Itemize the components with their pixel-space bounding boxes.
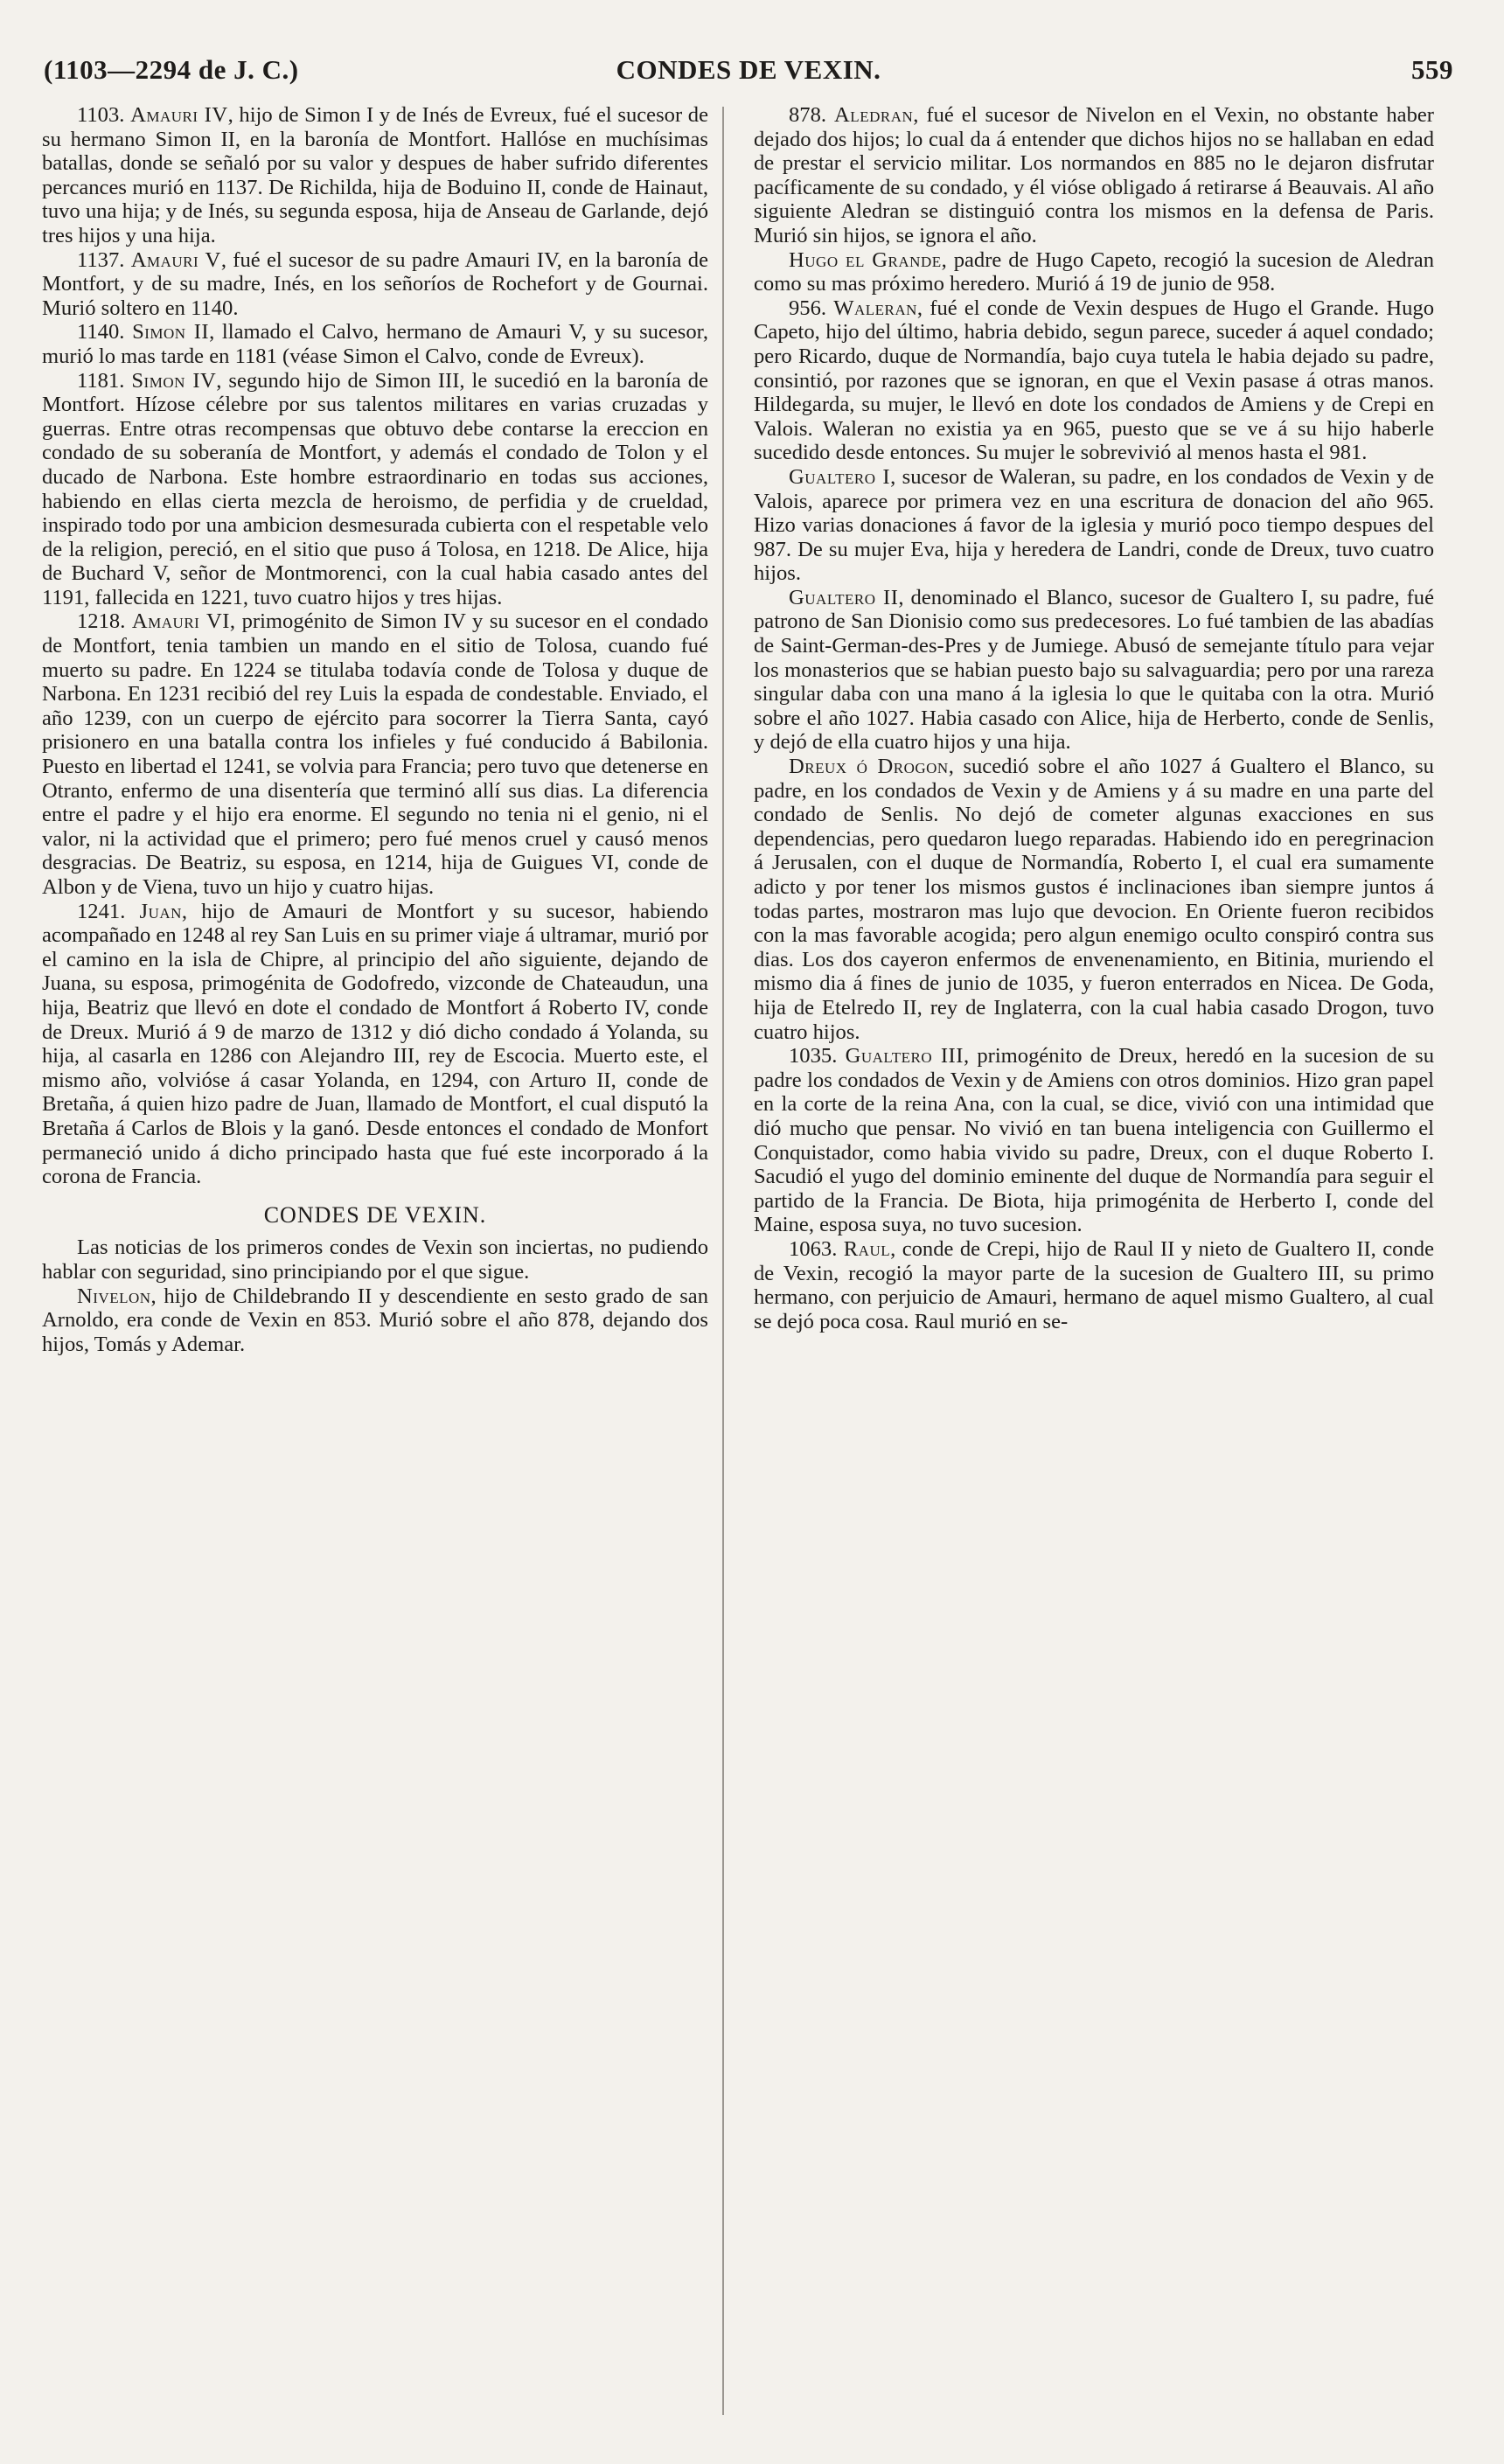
entry-simon-ii (42, 320, 708, 368)
entry-lead: 1241. (77, 899, 140, 923)
entry-gualtero-i (754, 465, 1434, 586)
section-intro: Las noticias de los primeros condes de Vexin son inciertas, no pudiendo hablar con seguridad, sino principiando por el que sigue. (42, 1235, 708, 1284)
entry-juan (42, 900, 708, 1189)
column-divider (722, 107, 724, 2415)
entry-simon-iv (42, 369, 708, 610)
header-date-range: (1103—2294 de J. C.) (44, 54, 299, 85)
entry-lead: 1140. (77, 320, 133, 345)
entry-name: Dreux ó Drogon (789, 755, 949, 779)
entry-text: , llamado el Calvo, hermano de Amauri V, y su sucesor, murió lo mas tarde en 1181 (véase Simon el Calvo, conde de Evreux). (42, 320, 708, 368)
entry-text: , conde de Crepi, hijo de Raul II y nieto de Gualtero II, conde de Vexin, recogió la mayor parte de la sucesion de Gualtero III, su primo hermano, con perjuicio de Amauri, hermano de aquel mismo Gualtero, al cual se dejó poca cosa. Raul murió en se- (754, 1236, 1434, 1333)
entry-lead: 956. (789, 296, 834, 320)
entry-aledran (754, 103, 1434, 248)
entry-text: , fué el sucesor de Nivelon en el Vexin, no obstante haber dejado dos hijos; lo cual da á entender que dichos hijos no se hallaban en edad de prestar el servicio militar. Los normandos en 885 no le dejaron disfrutar pacíficamente de su condado, y él vióse obligado á retirarse á Beauvais. Al año siguiente Aledran se distinguió contra los mismos en la defensa de Paris. Murió sin hijos, se ignora el año. (754, 103, 1434, 247)
entry-amauri-iv (42, 103, 708, 248)
entry-text: , hijo de Childebrando II y descendiente en sesto grado de san Arnoldo, era conde de Vexin en 853. Murió sobre el año 878, dejando dos hijos, Tomás y Ademar. (42, 1284, 708, 1356)
entry-lead: 1103. (77, 103, 131, 127)
entry-text: , hijo de Simon I y de Inés de Evreux, fué el sucesor de su hermano Simon II, en la baronía de Montfort. Hallóse en muchísimas batallas, donde se señaló por su valor y despues de haber sufrido diferentes percances murió en 1137. De Richilda, hija de Boduino II, conde de Hainaut, tuvo una hija; y de Inés, su segunda esposa, hija de Anseau de Garlande, dejó tres hijos y una hija. (42, 103, 709, 247)
entry-text: , primogénito de Simon IV y su sucesor en el condado de Montfort, tenia tambien un mando en el sitio de Tolosa, cuando fué muerto su padre. En 1224 se titulaba todavía conde de Tolosa y duque de Narbona. En 1231 recibió del rey Luis la espada de condestable. Enviado, el año 1239, con un cuerpo de ejército para socorrer la Tierra Santa, cayó prisionero en una batalla contra los infieles y fué conducido á Babilonia. Puesto en libertad el 1241, se volvia para Francia; pero tuvo que detenerse en Otranto, enfermo de una disentería que terminó allí sus dias. La diferencia entre el padre y el hijo era enorme. El segundo no tenia ni el genio, ni el valor, ni la actividad que el primero; pero fué menos cruel y causó menos desgracias. De Beatriz, su esposa, en 1214, hija de Guigues VI, conde de Albon y de Viena, tuvo un hijo y cuatro hijas. (42, 609, 708, 899)
entry-text: , primogénito de Dreux, heredó en la sucesion de su padre los condados de Vexin y de Amiens con otros dominios. Hizo gran papel en la corte de la reina Ana, con la cual, se dice, vivió con una intimidad que dió mucho que pensar. No vivió en tan buena inteligencia con Guillermo el Conquistador, como habia vivido su padre, Dreux, con el duque Roberto I. Sacudió el yugo del dominio eminente del duque de Normandía para seguir el partido de la Francia. De Biota, hija primogénita de Herberto I, conde del Maine, esposa suya, no tuvo sucesion. (754, 1044, 1434, 1237)
entry-name: Amauri V (130, 247, 221, 272)
entry-text: , hijo de Amauri de Montfort y su sucesor, habiendo acompañado en 1248 al rey San Luis en su primer viaje á ultramar, murió por el camino en la isla de Chipre, al principio del año siguiente, dejando de Juana, su esposa, primogénita de Godofredo, vizconde de Chateaudun, una hija, Beatriz que llevó en dote el condado de Montfort á Roberto IV, conde de Dreux. Murió á 9 de marzo de 1312 y dió dicho condado á Yolanda, su hija, al casarla en 1286 con Alejandro III, rey de Escocia. Muerto este, el mismo año, volvióse á casar Yolanda, en 1294, con Arturo II, conde de Bretaña, á quien hizo padre de Juan, llamado de Montfort, el cual disputó la Bretaña á Carlos de Blois y la ganó. Desde entonces el condado de Monfort permaneció unido á dicho principado hasta que fué este incorporado á la corona de Francia. (42, 899, 708, 1189)
entry-amauri-v (42, 248, 708, 321)
entry-name: Amauri VI (131, 609, 230, 634)
entry-name: Amauri IV (130, 103, 228, 127)
entry-text: , fué el sucesor de su padre Amauri IV, en la baronía de Montfort, y de su madre, Inés, en los señoríos de Rochefort y de Gournai. Murió soltero en 1140. (42, 247, 709, 320)
entry-name: Waleran (833, 296, 917, 320)
entry-text: , sucedió sobre el año 1027 á Gualtero el Blanco, su padre, en los condados de Vexin y de Amiens y á su madre en una parte del condado de Senlis. No dejó de cometer algunas exacciones en sus dependencias, pero quedaron luego reparadas. Habiendo ido en peregrinacion á Jerusalen, con el duque de Normandía, Roberto I, el cual era sumamente adicto y por tener los mismos gustos é inclinaciones iban siempre juntos á todas partes, mostraron mas lujo que devocion. En Oriente fueron recibidos con la mas favorable acogida; pero algun enemigo oculto conspiró contra sus dias. Los dos cayeron enfermos de envenenamiento, en Bitinia, muriendo el mismo dia á fines de junio de 1035, y fueron enterrados en Nicea. De Goda, hija de Etelredo II, rey de Inglaterra, con la cual habia casado Drogon, tuvo cuatro hijos. (754, 755, 1434, 1044)
entry-name: Hugo el Grande (789, 247, 942, 272)
entry-amauri-vi (42, 609, 708, 899)
entry-name: Gualtero II (789, 585, 899, 609)
entry-name: Simon IV (131, 368, 217, 393)
entry-lead: 1137. (77, 247, 131, 272)
running-header (44, 54, 1453, 100)
entry-text: , fué el conde de Vexin despues de Hugo el Grande. Hugo Capeto, hijo del último, habria debido, segun parece, suceder á aquel condado; pero Ricardo, duque de Normandía, bajo cuya tutela le habia dejado su padre, consintió, por razones que se ignoran, en que el Vexin pasase á otras manos. Hildegarda, su mujer, le llevó en dote los condados de Amiens y de Crepi en Valois. Waleran no existia ya en 965, puesto que se ve á su hijo haberle sucedido desde entonces. Su mujer le sobrevivió al menos hasta el 981. (754, 296, 1434, 465)
entry-name: Juan (139, 899, 182, 923)
right-column (754, 103, 1434, 1333)
entry-nivelon (42, 1284, 708, 1357)
entry-gualtero-ii (754, 586, 1434, 755)
section-title: CONDES DE VEXIN. (263, 1201, 487, 1228)
entry-text: , padre de Hugo Capeto, recogió la sucesion de Aledran como su mas próximo heredero. Murió á 19 de junio de 958. (754, 247, 1434, 296)
entry-name: Simon II (132, 320, 210, 345)
left-column (42, 103, 708, 1356)
page-number: 559 (1411, 54, 1453, 85)
entry-hugo-el-grande (754, 248, 1434, 296)
entry-lead: 878. (789, 103, 835, 127)
entry-text: , denominado el Blanco, sucesor de Gualtero I, su padre, fué patrono de San Dionisio como sus predecesores. Lo fué tambien de las abadías de Saint-German-des-Pres y de Jumiege. Abusó de semejante título para vejar los monasterios que se habian puesto bajo su salvaguardia; pero por una rareza singular daba con una mano á la iglesia lo que le quitaba con la otra. Murió sobre el año 1027. Habia casado con Alice, hija de Herberto, conde de Senlis, y dejó de ella cuatro hijos y una hija. (754, 585, 1434, 755)
entry-raul (754, 1237, 1434, 1333)
entry-name: Raul (843, 1236, 891, 1261)
entry-waleran (754, 296, 1434, 465)
entry-lead: 1035. (789, 1044, 846, 1068)
entry-lead: 1063. (789, 1236, 844, 1261)
entry-name: Gualtero III (845, 1044, 964, 1068)
entry-lead: 1218. (77, 609, 132, 634)
entry-text: , segundo hijo de Simon III, le sucedió en la baronía de Montfort. Hízose célebre por sus talentos militares en varias cruzadas y guerras. Entre otras recompensas que obtuvo debe contarse la ereccion en condado de su soberanía de Montfort, y además el condado de Tolon y el ducado de Narbona. Este hombre estraordinario en todas sus acciones, habiendo en ellas cierta mezcla de heroismo, de perfidia y de crueldad, inspirado todo por una ambicion desmesurada cubierta con el respetable velo de la religion, pereció, en el sitio que puso á Tolosa, en 1218. De Alice, hija de Buchard V, señor de Montmorenci, con la cual habia casado antes del 1191, fallecida en 1221, tuvo cuatro hijos y tres hijas. (42, 368, 708, 609)
entry-name: Nivelon (77, 1284, 151, 1308)
entry-text: , sucesor de Waleran, su padre, en los condados de Vexin y de Valois, aparece por primera vez en una escritura de donacion del año 965. Hizo varias donaciones á favor de la iglesia y murió poco tiempo despues del 987. De su mujer Eva, hija y heredera de Landri, conde de Dreux, tuvo cuatro hijos. (754, 464, 1434, 586)
entry-name: Aledran (834, 103, 914, 127)
entry-dreux (754, 755, 1434, 1044)
entry-lead: 1181. (77, 368, 132, 393)
entry-gualtero-iii (754, 1044, 1434, 1237)
header-title: CONDES DE VEXIN. (616, 54, 881, 85)
entry-name: Gualtero I (789, 464, 891, 489)
